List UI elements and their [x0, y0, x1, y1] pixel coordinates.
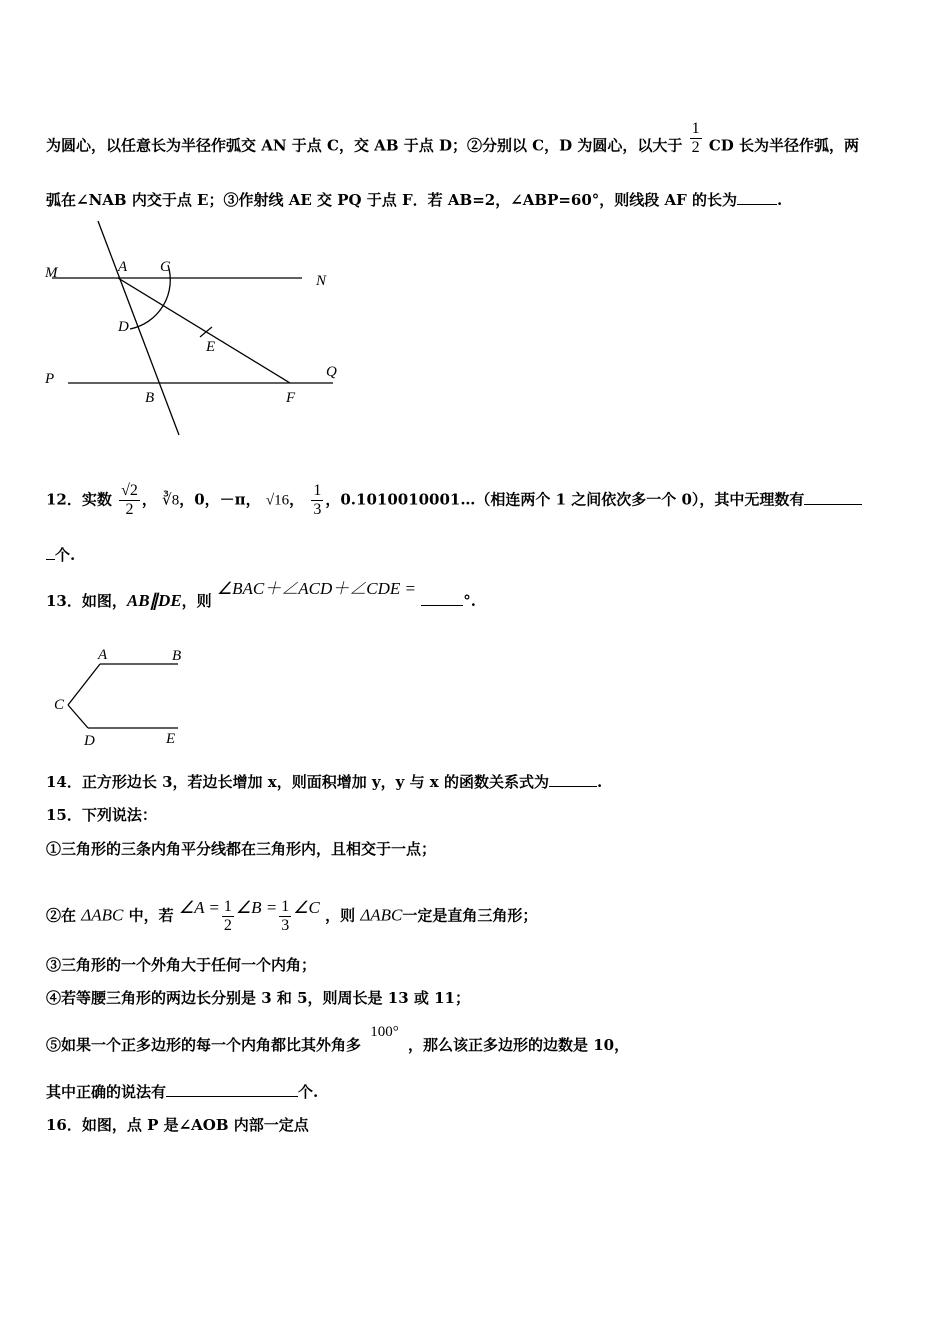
q15-statement-5: ⑤如果一个正多边形的每一个内角都比其外角多 100° ，那么该正多边形的边数是 10，: [46, 1024, 630, 1054]
label-e: E: [206, 339, 216, 355]
answer-blank[interactable]: [421, 591, 463, 606]
q15-statement-4: ④若等腰三角形的两边长分别是 3 和 5，则周长是 13 或 11；: [46, 989, 470, 1007]
label-c: C: [160, 259, 171, 275]
fraction-third: $\frac{1}{3}$: [281, 898, 290, 934]
label-a: A: [98, 647, 108, 663]
q12-line: 12．实数 $\frac{√2}{2}$ ， ∛8，0，－π， √16， $\frac{1}{3}$ ，0.1010010001…（相连两个 1 之间依次多一个 0），其中无理数有: [46, 482, 862, 519]
label-n: N: [316, 273, 327, 289]
answer-blank[interactable]: [46, 545, 55, 560]
answer-blank[interactable]: [737, 190, 777, 205]
fraction-half: $\frac{1}{2}$: [223, 898, 232, 934]
ray-af: [118, 278, 290, 383]
label-d: D: [84, 733, 95, 749]
line-ac: [68, 664, 100, 705]
line-cd: [68, 705, 88, 728]
label-p: P: [45, 371, 55, 387]
q15-statement-2: ②在 ΔABC 中，若 ∠A = $\frac{1}{2}$ ∠B = $\frac{1}{3}$ ∠C ，则 ΔABC一定是直角三角形；: [46, 897, 538, 934]
label-b: B: [145, 390, 155, 406]
q13-figure: [48, 643, 198, 753]
answer-blank[interactable]: [804, 490, 862, 505]
label-f: F: [286, 390, 296, 406]
q15-ending: 其中正确的说法有 个.: [46, 1083, 319, 1101]
q13-line: 13．如图，AB∥DE，则 ∠BAC＋∠ACD＋∠CDE = °.: [46, 579, 476, 610]
q14-line: 14．正方形边长 3，若边长增加 x，则面积增加 y，y 与 x 的函数关系式为 .: [46, 773, 603, 791]
answer-blank[interactable]: [166, 1082, 298, 1097]
q15-statement-3: ③三角形的一个外角大于任何一个内角；: [46, 956, 317, 974]
q15-title: 15．下列说法：: [46, 806, 157, 824]
label-c: C: [54, 697, 65, 713]
label-d: D: [118, 319, 129, 335]
label-a: A: [118, 259, 128, 275]
label-b: B: [172, 648, 182, 664]
q11-fraction: $\frac{1}{2}$: [691, 120, 700, 156]
q12-fraction-third: $\frac{1}{3}$: [313, 482, 322, 518]
q12-fraction-sqrt2: $\frac{√2}{2}$: [121, 482, 138, 518]
q12-line2: 个.: [46, 545, 75, 564]
q11-line2: 弧在∠NAB 内交于点 E；③作射线 AE 交 PQ 于点 F．若 AB=2，∠ABP=60°，则线段 AF 的长为 .: [46, 191, 783, 209]
q16-line: 16．如图，点 P 是∠AOB 内部一定点: [46, 1116, 309, 1134]
label-m: M: [45, 265, 58, 281]
line-ab: [98, 221, 179, 435]
q11-line1: 为圆心，以任意长为半径作弧交 AN 于点 C，交 AB 于点 D；②分别以 C，D 为圆心，以大于 $\frac{1}{2}$ CD 长为半径作弧，两: [46, 120, 859, 156]
answer-blank[interactable]: [549, 772, 597, 787]
label-e: E: [166, 731, 176, 747]
q15-statement-1: ①三角形的三条内角平分线都在三角形内，且相交于一点；: [46, 840, 437, 858]
label-q: Q: [326, 364, 337, 380]
q11-figure: [40, 215, 350, 440]
